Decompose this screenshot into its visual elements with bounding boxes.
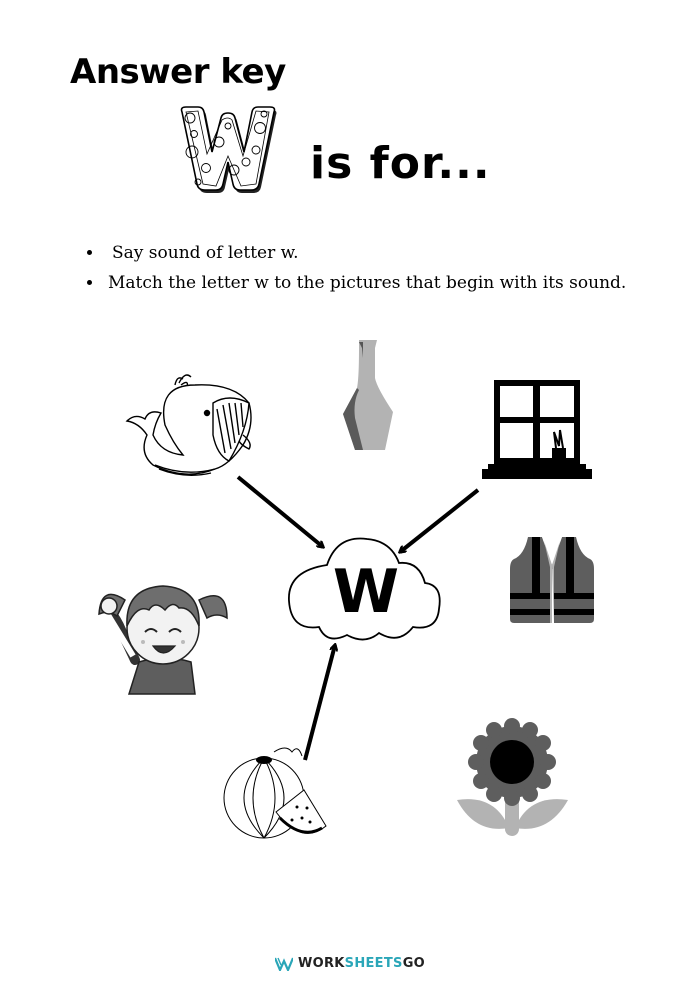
window-icon [480,378,595,482]
center-letter: W [332,557,400,627]
vase-icon [335,338,400,453]
subtitle: is for... [310,138,491,189]
vest-icon [510,535,595,623]
footer-logo [0,956,700,971]
bubble-letter-w-icon [176,104,280,194]
page-title: Answer key [70,52,286,92]
brand-sheets: SHEETS [344,956,403,971]
sunflower-icon [455,718,570,838]
brand-go: GO [402,956,426,971]
whale-icon [125,365,260,490]
watermelon-icon [222,740,342,840]
worksheetsgo-logo-icon [275,957,293,971]
instructions-list [84,238,626,298]
brand-work: WORK [297,956,345,971]
instruction-item: • Match the letter w to the pictures that begin with its sound. [104,268,626,298]
girl-icon [95,570,230,695]
instruction-item: • Say sound of letter w. [104,238,626,268]
